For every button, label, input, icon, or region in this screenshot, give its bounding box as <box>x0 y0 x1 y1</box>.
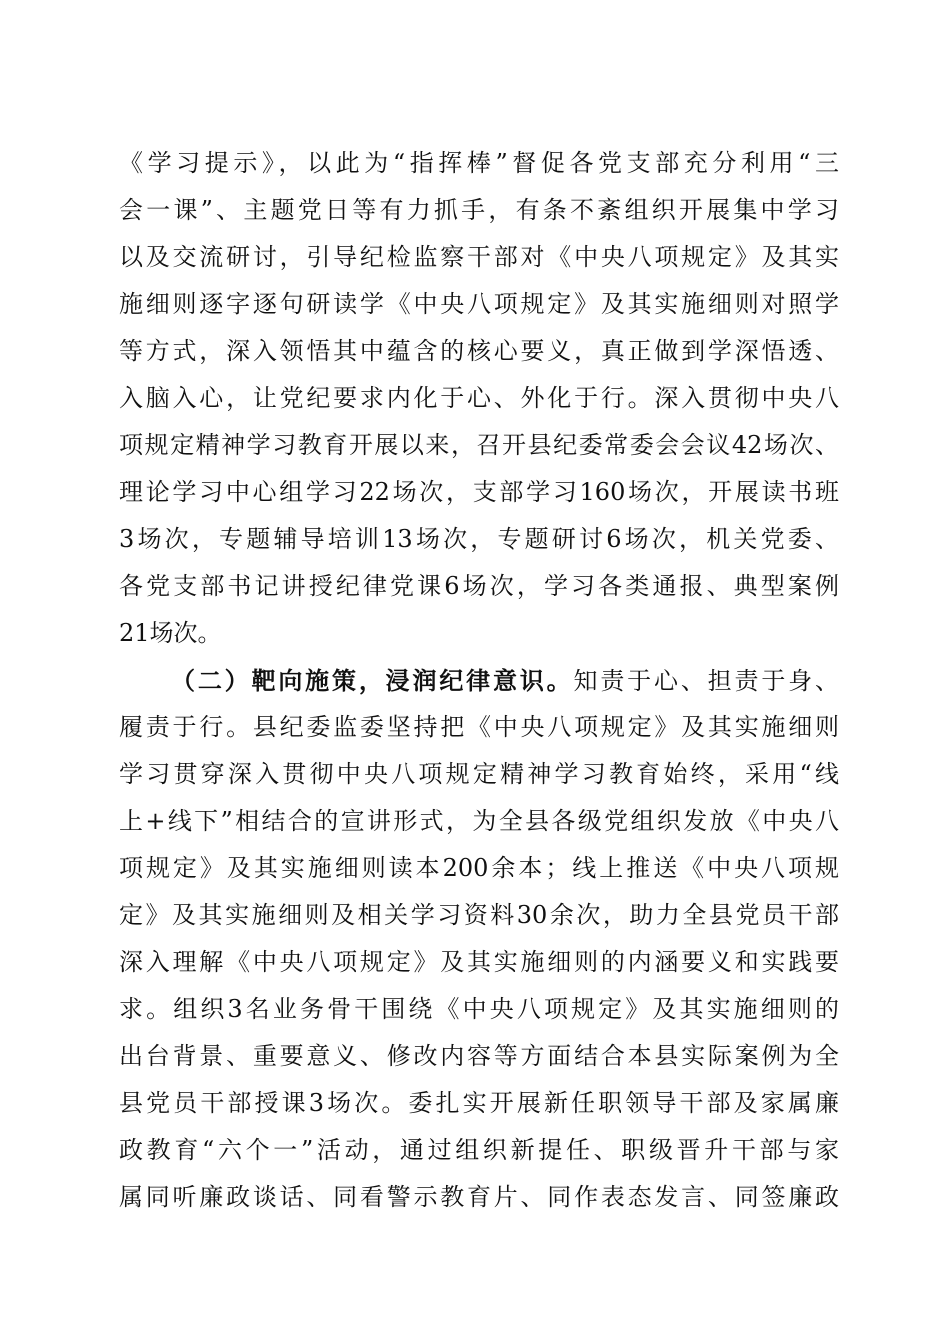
section-heading-line <box>119 657 839 704</box>
body-line: 学习贯穿深入贯彻中央八项规定精神学习教育始终，采用“线 <box>119 760 839 788</box>
body-line: 政教育“六个一”活动，通过组织新提任、职级晋升干部与家 <box>119 1136 839 1164</box>
body-line: 属同听廉政谈话、同看警示教育片、同作表态发言、同签廉政 <box>119 1183 839 1211</box>
body-line: 深入理解《中央八项规定》及其实施细则的内涵要义和实践要 <box>119 948 839 976</box>
section-heading-rest: 知责于心、担责于身、 <box>573 667 839 695</box>
body-line: 求。组织3名业务骨干围绕《中央八项规定》及其实施细则的 <box>119 995 839 1023</box>
body-line: 履责于行。县纪委监委坚持把《中央八项规定》及其实施细则 <box>119 713 839 741</box>
body-line: 定》及其实施细则及相关学习资料30余次，助力全县党员干部 <box>119 901 839 929</box>
body-line: 施细则逐字逐句研读学《中央八项规定》及其实施细则对照学 <box>119 290 839 318</box>
body-line: 项规定》及其实施细则读本200余本；线上推送《中央八项规 <box>119 854 839 882</box>
body-line: 出台背景、重要意义、修改内容等方面结合本县实际案例为全 <box>119 1042 839 1070</box>
body-line: 各党支部书记讲授纪律党课6场次，学习各类通报、典型案例 <box>119 572 839 600</box>
body-line: 会一课”、主题党日等有力抓手，有条不紊组织开展集中学习 <box>119 196 839 224</box>
body-line: 理论学习中心组学习22场次，支部学习160场次，开展读书班 <box>119 478 839 506</box>
body-line: 项规定精神学习教育开展以来，召开县纪委常委会会议42场次、 <box>119 431 839 459</box>
body-line: 以及交流研讨，引导纪检监察干部对《中央八项规定》及其实 <box>119 243 839 271</box>
body-line: 县党员干部授课3场次。委扎实开展新任职领导干部及家属廉 <box>119 1089 839 1117</box>
body-line: 上+线下”相结合的宣讲形式，为全县各级党组织发放《中央八 <box>119 807 839 835</box>
body-line: 《学习提示》，以此为“指挥棒”督促各党支部充分利用“三 <box>119 149 839 177</box>
section-heading: （二）靶向施策，浸润纪律意识。 <box>171 666 574 695</box>
document-body <box>119 140 839 1221</box>
body-line: 入脑入心，让党纪要求内化于心、外化于行。深入贯彻中央八 <box>119 384 839 412</box>
body-line: 等方式，深入领悟其中蕴含的核心要义，真正做到学深悟透、 <box>119 337 839 365</box>
body-line: 21场次。 <box>119 619 222 647</box>
body-line: 3场次，专题辅导培训13场次，专题研讨6场次，机关党委、 <box>119 525 839 553</box>
